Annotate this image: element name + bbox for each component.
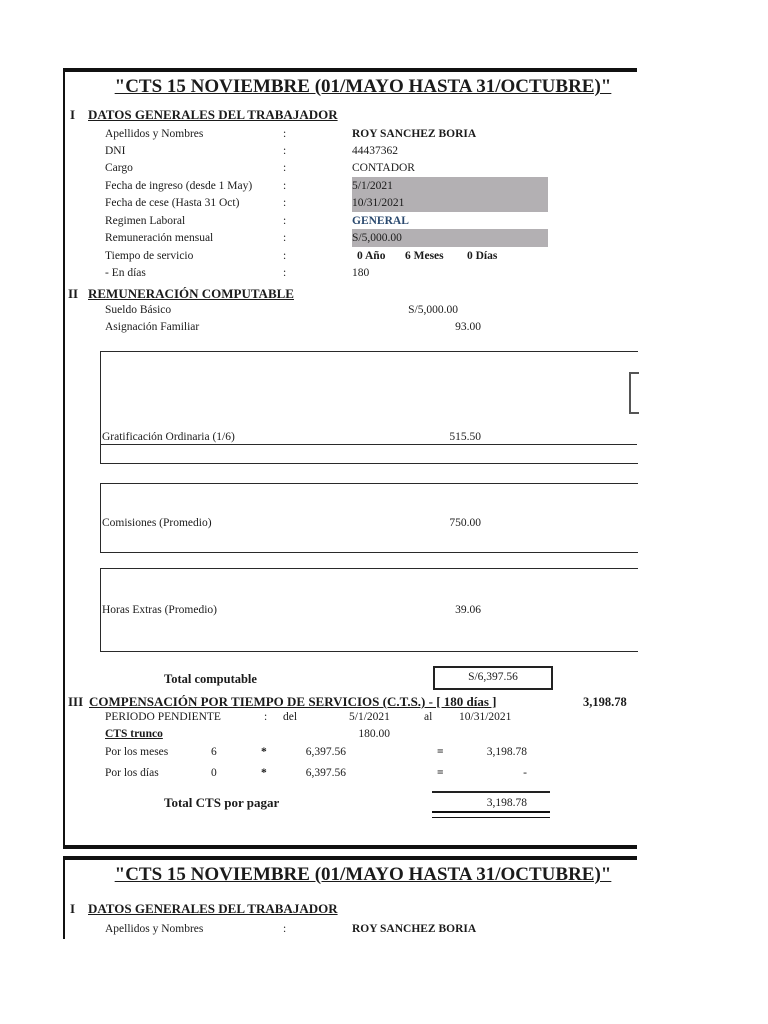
total-computable-box: S/6,397.56 [433,666,553,690]
field-value: 44437362 [352,145,398,157]
multiply-sign: * [261,746,267,758]
calc-row-result: 3,198.78 [486,746,527,758]
page2-field-row-apellidos [0,922,768,939]
field-row-fecha-cese [0,196,768,213]
section1-numeral: I [70,107,76,122]
separator: : [283,250,287,262]
field-value: GENERAL [352,215,409,227]
field-label: Apellidos y Nombres [105,128,204,140]
calc-row-base: 6,397.56 [305,746,346,758]
horas-extras-value: 39.06 [455,604,481,616]
del-label: del [283,711,298,723]
section1-heading: DATOS GENERALES DEL TRABAJADOR [88,107,338,122]
separator: : [283,923,287,935]
field-label: - En días [105,267,146,279]
asignacion-familiar-value: 93.00 [455,321,481,333]
field-value: ROY SANCHEZ BORIA [352,923,477,935]
section2-numeral: II [68,286,79,301]
gratificacion-box [100,351,638,464]
separator: : [283,232,287,244]
field-value: 10/31/2021 [352,197,405,209]
field-value-anios: 0 Año [357,250,386,262]
calc-row-label: Por los días [105,767,159,779]
field-label: Apellidos y Nombres [105,923,204,935]
field-row-apellidos [0,127,768,144]
cell-bracket-mark [629,372,639,414]
page2-section1-numeral: I [70,901,76,916]
field-label: Regimen Laboral [105,215,186,227]
page-title: "CTS 15 NOVIEMBRE (01/MAYO HASTA 31/OCTUBRE)" [114,76,612,97]
total-overline [432,791,550,793]
periodo-start-date: 5/1/2021 [349,711,390,723]
comisiones-value: 750.00 [449,517,481,529]
field-row-tiempo-servicio [0,249,768,266]
total-double-underline [432,811,550,818]
periodo-end-date: 10/31/2021 [459,711,512,723]
gratificacion-value: 515.50 [449,431,481,443]
total-cts-value: 3,198.78 [486,797,527,809]
gratificacion-box-rule [100,444,637,445]
comisiones-label: Comisiones (Promedio) [102,517,212,529]
page2-title: "CTS 15 NOVIEMBRE (01/MAYO HASTA 31/OCTUBRE)" [114,864,612,885]
field-value: 5/1/2021 [352,180,393,192]
sueldo-basico-label: Sueldo Básico [105,304,172,316]
total-computable-label: Total computable [164,672,257,686]
separator: : [283,145,287,157]
separator: : [264,711,268,723]
periodo-pendiente-label: PERIODO PENDIENTE [105,711,221,723]
separator: : [283,180,287,192]
section3-numeral: III [68,694,84,709]
cts-trunco-label: CTS trunco [105,728,163,740]
field-row-remuneracion [0,231,768,248]
field-label: Fecha de cese (Hasta 31 Oct) [105,197,240,209]
asignacion-familiar-label: Asignación Familiar [105,321,200,333]
section3-heading: COMPENSACIÓN POR TIEMPO DE SERVICIOS (C.T.S.) - [ 180 días ] [89,694,497,709]
calc-row-result: - [523,767,527,779]
page2-top-border [63,856,637,860]
calc-row-qty: 0 [211,767,217,779]
horas-extras-label: Horas Extras (Promedio) [102,604,217,616]
field-label: Remuneración mensual [105,232,214,244]
field-value: S/5,000.00 [352,232,402,244]
field-row-dni [0,144,768,161]
field-label: Fecha de ingreso (desde 1 May) [105,180,253,192]
section3-heading-value: 3,198.78 [583,695,627,709]
calc-row-qty: 6 [211,746,217,758]
field-value: ROY SANCHEZ BORIA [352,128,477,140]
cts-trunco-value: 180.00 [358,728,390,740]
multiply-sign: * [261,767,267,779]
calc-row-base: 6,397.56 [305,767,346,779]
al-label: al [424,711,433,723]
calc-row-label: Por los meses [105,746,169,758]
equals-sign: = [437,746,444,758]
section2-heading: REMUNERACIÓN COMPUTABLE [88,286,294,301]
field-row-en-dias [0,266,768,283]
separator: : [283,215,287,227]
separator: : [283,128,287,140]
separator: : [283,162,287,174]
equals-sign: = [437,767,444,779]
field-value-dias: 0 Días [467,250,498,262]
separator: : [283,197,287,209]
field-row-cargo [0,161,768,178]
page2-section1-heading: DATOS GENERALES DEL TRABAJADOR [88,901,338,916]
field-label: Tiempo de servicio [105,250,194,262]
total-cts-label: Total CTS por pagar [164,795,280,810]
separator: : [283,267,287,279]
sueldo-basico-value: S/5,000.00 [408,304,458,316]
gratificacion-label: Gratificación Ordinaria (1/6) [102,431,235,443]
field-value-meses: 6 Meses [405,250,444,262]
field-label: DNI [105,145,126,157]
field-value: CONTADOR [352,162,415,174]
field-label: Cargo [105,162,133,174]
field-value: 180 [352,267,370,279]
